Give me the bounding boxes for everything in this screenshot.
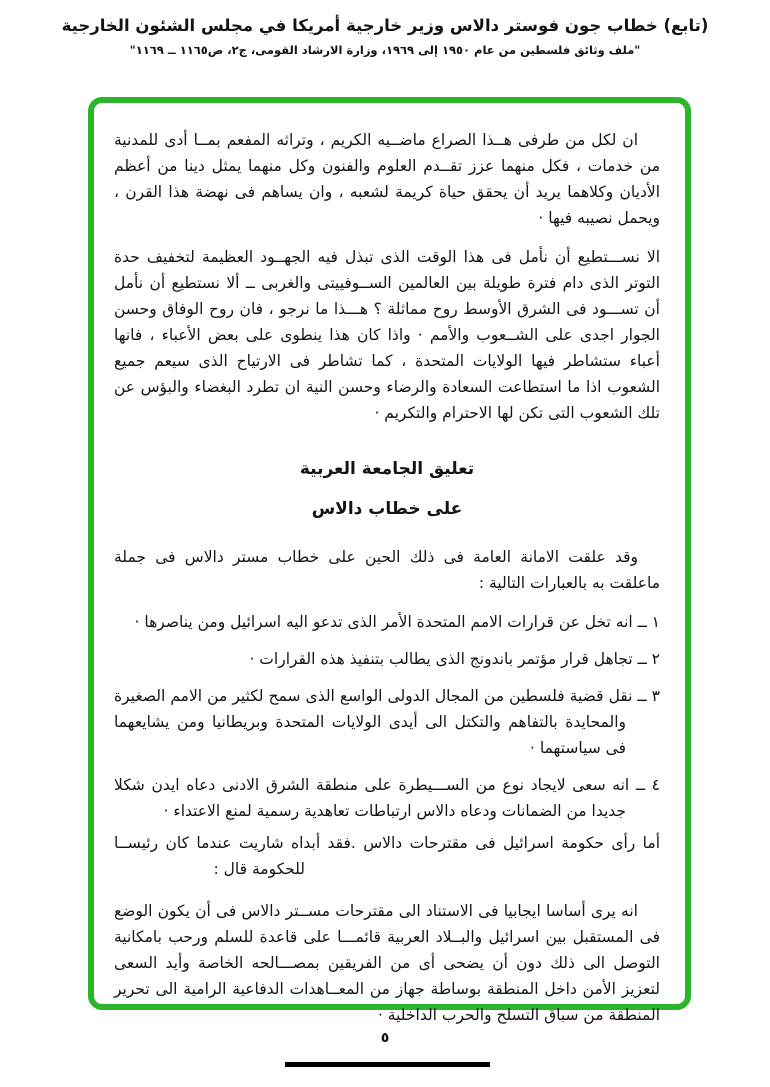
divider-line	[285, 1062, 490, 1067]
paragraph-sharett-statement: انه يرى أساسا ايجابيا فى الاستناد الى مقترحات مســتر دالاس فى أن يكون الوضع فى المستقبل بين اسرائيل والبــلاد العربية قائمـــا على قاعدة للسلم ورحب بامكانية التوصل الى ذلك دون أن يضحى أى من الفريقين بمصـــالحه الخاصة وأيد السعى لتعزيز الأمن داخل المنطقة بوساطة جهاز من المعــاهدات الدفاعية الرامية الى تحرير المنطقة من سباق التسلح والحرب الداخلية ·	[114, 902, 660, 1024]
list-item-2	[114, 646, 660, 672]
list-item-3	[114, 683, 660, 761]
list-item-3-number: ٣ ــ	[637, 687, 660, 705]
list-item-1-text: انه تخل عن قرارات الامم المتحدة الأمر الذى تدعو اليه اسرائيل ومن يناصرها ·	[134, 613, 633, 631]
list-item-1-number: ١ ــ	[637, 613, 660, 631]
green-border-frame	[88, 97, 691, 1024]
paragraph-dulles-speech-2: الا نســـتطيع أن نأمل فى هذا الوقت الذى تبذل فيه الجهــود العظيمة لتخفيف حدة التوتر الذى دام فترة طويلة بين العالمين الســوفييتى والغربى ــ ألا نستطيع أن نأمل أن تســـود فى الشرق الأوسط روح مماثلة ؟ هـــذا ما نرجو ، فان روح الوفاق وحسن الجوار اجدى على الشــعوب والأمم · واذا كان هذا ينطوى على بعض الأعباء ، فانها أعباء ستشاطر فيها الولايات المتحدة ، كما تشاطر فى الارتياح الذى سيعم جميع الشعوب اذا ما استطاعت السعادة والرضاء وحسن النية ان تطرد البغضاء والبؤس عن تلك الشعوب التى تكن لها الاحترام والتكريم ·	[114, 248, 660, 422]
page-footer	[0, 1030, 770, 1046]
list-item-4-number: ٤ ــ	[635, 776, 660, 794]
section-title-arab-league-comment: تعليق الجامعة العربية	[299, 459, 475, 479]
list-item-4	[114, 772, 660, 824]
list-item-1	[114, 609, 660, 635]
list-item-4-text: انه سعى لايجاد نوع من الســـيطرة على منطقة الشرق الادنى دعاه ايدن شكلا جديدا من الضمانات ودعاه دالاس ارتباطات تعاهدية رسمية لمنع الاعتداء ·	[114, 776, 630, 820]
list-item-2-text: تجاهل قرار مؤتمر باندونج الذى يطالب بتنفيذ هذه القرارات ·	[249, 650, 633, 668]
paragraph-israel-view-line1: أما رأى حكومة اسرائيل فى مقترحات دالاس .فقد أبداه شاريت عندما كان رئيســا	[114, 834, 660, 852]
header-title: (تابع) خطاب جون فوستر دالاس وزير خارجية أمريكا في مجلس الشئون الخارجية	[61, 16, 709, 35]
section-subtitle-on-dulles-speech: على خطاب دالاس	[311, 499, 463, 519]
document-body	[94, 103, 685, 1067]
header-source-citation: "ملف وثائق فلسطين من عام ١٩٥٠ إلى ١٩٦٩، وزارة الارشاد القومى، ج٢، ص١١٦٥ ــ ١١٦٩"	[129, 43, 641, 57]
page-number: ٥	[380, 1030, 390, 1046]
list-item-3-text: نقل قضية فلسطين من المجال الدولى الواسع الذى سمح لكثير من الامم الصغيرة والمحايدة بالتفاهم والتكتل الى أيدى الولايات المتحدة وبريطانيا ومن يشايعهما فى سياستهما ·	[114, 687, 633, 757]
numbered-list	[114, 609, 660, 824]
paragraph-israel-view-line2: للحكومة قال :	[213, 860, 305, 878]
paragraph-dulles-speech-1: ان لكل من طرفى هــذا الصراع ماضــيه الكريم ، وتراثه المفعم بمــا أدى للمدنية من خدمات ، فكل منهما عزز تقــدم العلوم والفنون وكل منهما يمثل دينا من أعظم الأديان وكلاهما يريد أن يحقق حياة كريمة لشعبه ، وان يساهم فى نهضة هذا القرن ، ويحمل نصيبه فيها ·	[114, 131, 660, 227]
paragraph-secretariat-comment-intro: وقد علقت الامانة العامة فى ذلك الحين على خطاب مستر دالاس فى جملة ماعلقت به بالعبارات التالية :	[114, 548, 660, 592]
list-item-2-number: ٢ ــ	[637, 650, 660, 668]
page-header	[0, 16, 770, 57]
